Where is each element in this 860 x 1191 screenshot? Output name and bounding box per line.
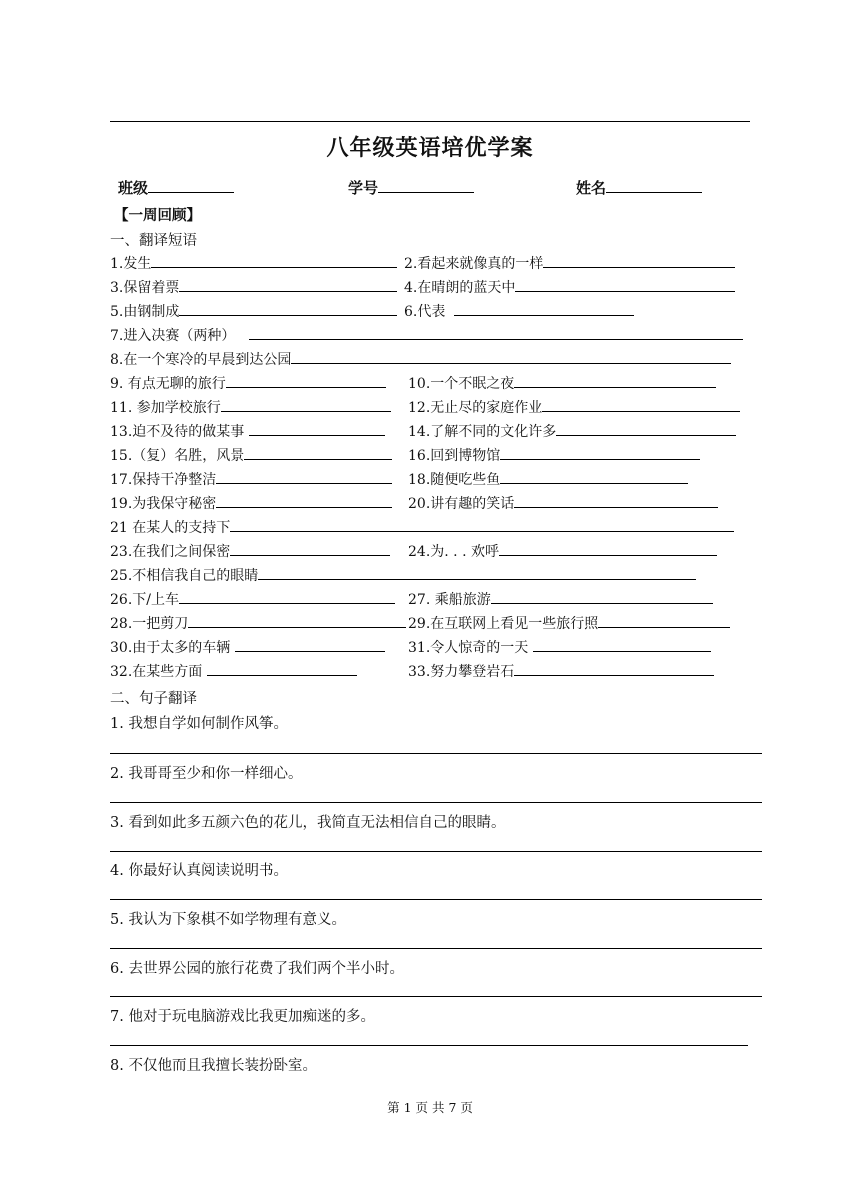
phrase-item: 5.由钢制成	[110, 301, 397, 321]
phrase-item: 24.为. . . 欢呼	[408, 541, 717, 561]
phrase-item: 17.保持干净整洁	[110, 469, 392, 489]
week-review-heading: 【一周回顾】	[114, 208, 201, 224]
page-footer: 第 1 页 共 7 页	[387, 1100, 473, 1115]
phrase-item: 27. 乘船旅游	[408, 589, 713, 609]
answer-blank[interactable]	[230, 517, 734, 532]
answer-blank[interactable]	[454, 301, 634, 316]
sentence-answer-line[interactable]	[110, 802, 762, 803]
name-blank[interactable]	[606, 177, 702, 193]
answer-blank[interactable]	[258, 565, 696, 580]
number-field	[348, 177, 474, 198]
phrase-item: 29.在互联网上看见一些旅行照	[408, 613, 730, 633]
phrase-item: 30.由于太多的车辆	[110, 637, 385, 657]
phrase-item: 6.代表	[404, 301, 634, 321]
page-title: 八年级英语培优学案	[326, 136, 534, 161]
answer-blank[interactable]	[556, 421, 736, 436]
phrase-item: 8.在一个寒冷的早晨到达公园	[110, 349, 731, 369]
answer-blank[interactable]	[514, 661, 714, 676]
answer-blank[interactable]	[598, 613, 730, 628]
sentence-answer-line[interactable]	[110, 996, 762, 997]
class-blank[interactable]	[148, 177, 234, 193]
name-label: 姓名	[576, 179, 607, 197]
phrase-item: 21 在某人的支持下	[110, 517, 734, 537]
phrase-item: 26.下/上车	[110, 589, 395, 609]
answer-blank[interactable]	[179, 277, 397, 292]
phrase-item: 19.为我保守秘密	[110, 493, 392, 513]
header-rule	[110, 121, 750, 122]
phrase-item: 33.努力攀登岩石	[408, 661, 714, 681]
sentence-question: 8. 不仅他而且我擅长装扮卧室。	[110, 1058, 317, 1074]
sentence-question: 7. 他对于玩电脑游戏比我更加痴迷的多。	[110, 1009, 375, 1025]
phrase-item: 10.一个不眠之夜	[408, 373, 716, 393]
answer-blank[interactable]	[514, 493, 718, 508]
answer-blank[interactable]	[249, 325, 743, 340]
number-blank[interactable]	[378, 177, 474, 193]
phrase-item: 20.讲有趣的笑话	[408, 493, 718, 513]
number-label: 学号	[348, 179, 379, 197]
sentence-answer-line[interactable]	[110, 753, 762, 754]
answer-blank[interactable]	[542, 397, 740, 412]
phrase-item: 31.令人惊奇的一天	[408, 637, 711, 657]
answer-blank[interactable]	[291, 349, 731, 364]
class-field	[118, 177, 234, 198]
answer-blank[interactable]	[235, 637, 385, 652]
sentence-question: 3. 看到如此多五颜六色的花儿，我简直无法相信自己的眼睛。	[110, 815, 506, 831]
phrase-item: 32.在某些方面	[110, 661, 357, 681]
phrase-item: 28.一把剪刀	[110, 613, 406, 633]
answer-blank[interactable]	[207, 661, 357, 676]
phrase-item: 3.保留着票	[110, 277, 397, 297]
answer-blank[interactable]	[188, 613, 406, 628]
phrase-item: 9. 有点无聊的旅行	[110, 373, 386, 393]
answer-blank[interactable]	[230, 541, 390, 556]
phrase-item: 25.不相信我自己的眼睛	[110, 565, 696, 585]
sentence-answer-line[interactable]	[110, 948, 762, 949]
class-label: 班级	[118, 179, 149, 197]
phrase-item: 12.无止尽的家庭作业	[408, 397, 740, 417]
phrase-item: 13.迫不及待的做某事	[110, 421, 385, 441]
answer-blank[interactable]	[533, 637, 711, 652]
sentence-answer-line[interactable]	[110, 899, 762, 900]
answer-blank[interactable]	[543, 253, 735, 268]
answer-blank[interactable]	[491, 589, 713, 604]
answer-blank[interactable]	[515, 277, 735, 292]
name-field	[576, 177, 702, 198]
answer-blank[interactable]	[500, 469, 688, 484]
sentence-question: 4. 你最好认真阅读说明书。	[110, 863, 288, 879]
answer-blank[interactable]	[221, 397, 391, 412]
phrase-item: 15.（复）名胜，风景	[110, 445, 392, 465]
phrase-item: 7.进入决赛（两种）	[110, 325, 743, 345]
phrase-item: 1.发生	[110, 253, 397, 273]
phrase-item: 2.看起来就像真的一样	[404, 253, 735, 273]
answer-blank[interactable]	[179, 301, 397, 316]
sentence-section-heading: 二、句子翻译	[110, 691, 197, 707]
phrase-item: 11. 参加学校旅行	[110, 397, 391, 417]
phrase-item: 14.了解不同的文化许多	[408, 421, 736, 441]
sentence-answer-line[interactable]	[110, 851, 762, 852]
answer-blank[interactable]	[249, 421, 385, 436]
sentence-question: 6. 去世界公园的旅行花费了我们两个半小时。	[110, 961, 404, 977]
phrase-item: 18.随便吃些鱼	[408, 469, 688, 489]
sentence-question: 2. 我哥哥至少和你一样细心。	[110, 766, 303, 782]
answer-blank[interactable]	[226, 373, 386, 388]
answer-blank[interactable]	[514, 373, 716, 388]
answer-blank[interactable]	[179, 589, 395, 604]
answer-blank[interactable]	[499, 541, 717, 556]
phrase-item: 4.在晴朗的蓝天中	[404, 277, 735, 297]
sentence-question: 5. 我认为下象棋不如学物理有意义。	[110, 912, 346, 928]
answer-blank[interactable]	[500, 445, 700, 460]
answer-blank[interactable]	[216, 469, 392, 484]
answer-blank[interactable]	[244, 445, 392, 460]
sentence-question: 1. 我想自学如何制作风筝。	[110, 716, 288, 732]
sentence-answer-line[interactable]	[110, 1045, 748, 1046]
phrase-item: 23.在我们之间保密	[110, 541, 390, 561]
answer-blank[interactable]	[216, 493, 392, 508]
phrase-item: 16.回到博物馆	[408, 445, 700, 465]
answer-blank[interactable]	[151, 253, 397, 268]
phrase-section-heading: 一、翻译短语	[110, 233, 197, 249]
